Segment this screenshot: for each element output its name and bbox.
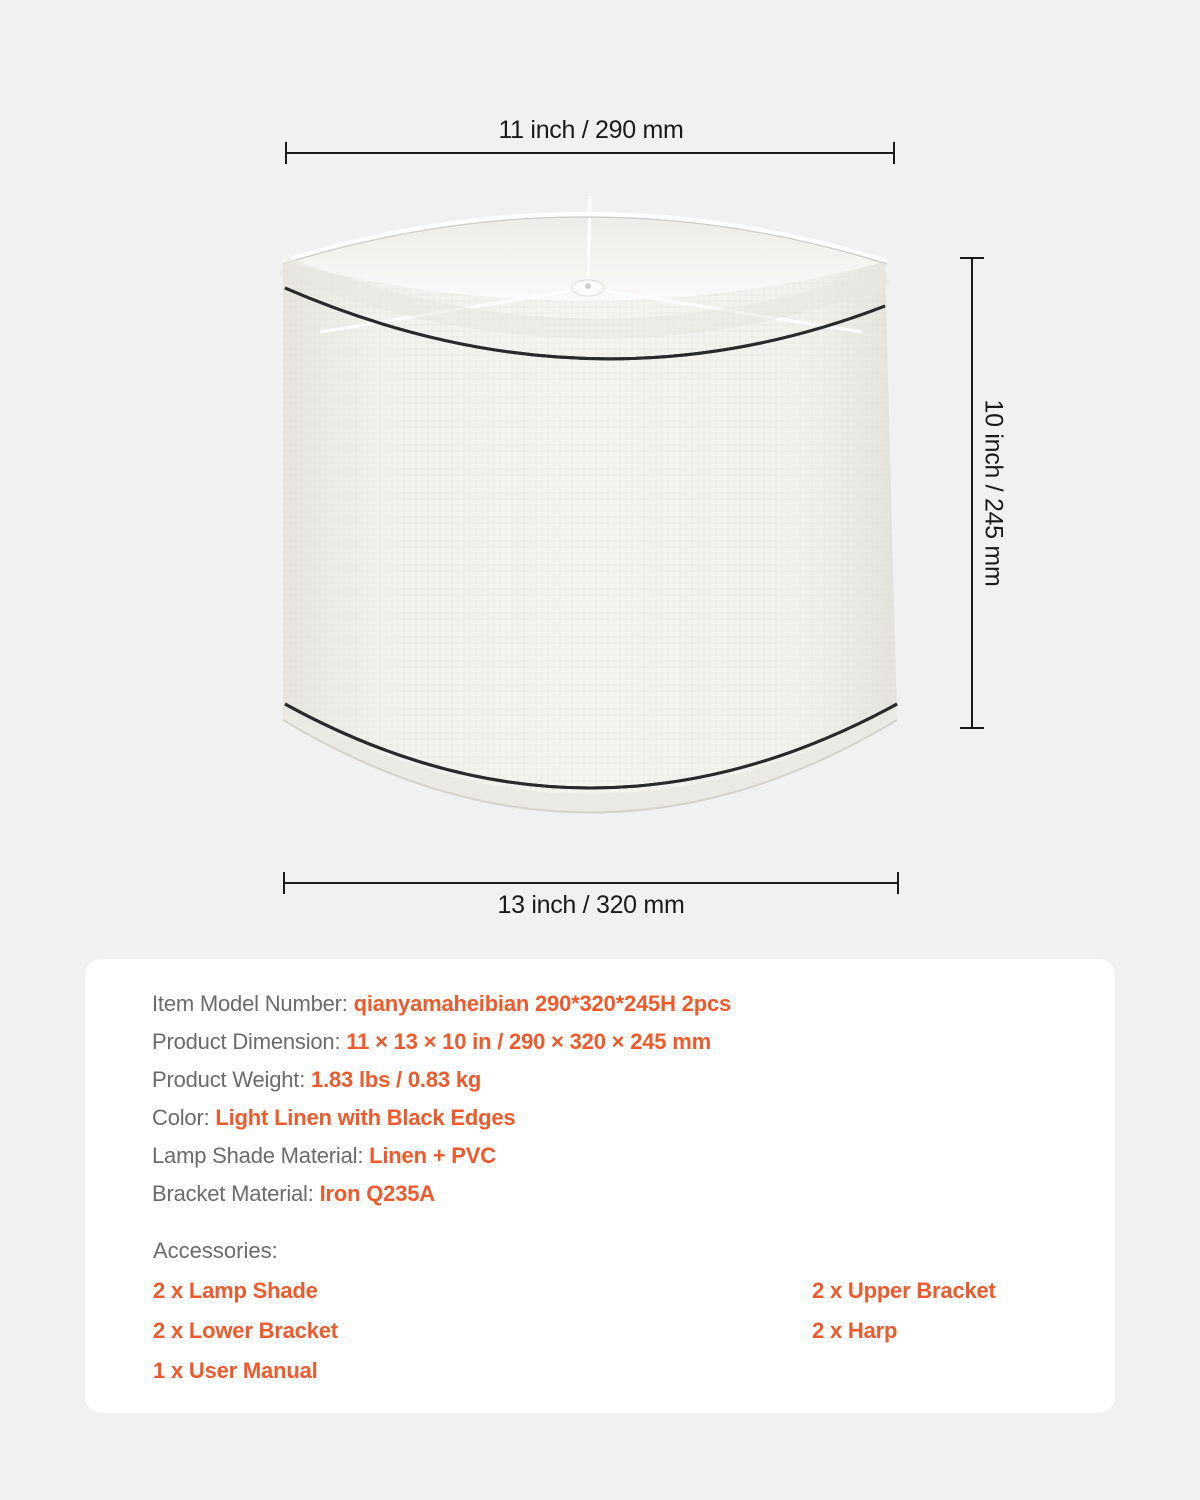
spec-label: Product Dimension: bbox=[152, 1029, 347, 1054]
height-label: 10 inch / 245 mm bbox=[979, 399, 1008, 587]
spec-value: Light Linen with Black Edges bbox=[215, 1105, 516, 1130]
accessory-item: 2 x Upper Bracket bbox=[812, 1278, 996, 1303]
spec-label: Product Weight: bbox=[152, 1067, 312, 1092]
spec-row-dimension bbox=[152, 1029, 711, 1055]
spec-value: Linen + PVC bbox=[369, 1143, 496, 1168]
spec-row-bracket-material bbox=[152, 1181, 435, 1207]
accessory-item: 1 x User Manual bbox=[153, 1358, 318, 1383]
spec-row-model bbox=[152, 991, 731, 1017]
spec-row-color bbox=[152, 1105, 515, 1131]
spec-label: Lamp Shade Material: bbox=[152, 1143, 370, 1168]
spec-label: Bracket Material: bbox=[152, 1181, 320, 1206]
accessory-item: 2 x Harp bbox=[812, 1318, 898, 1343]
spec-label: Color: bbox=[152, 1105, 216, 1130]
spec-value: 1.83 lbs / 0.83 kg bbox=[311, 1067, 482, 1092]
top-diameter-label: 11 inch / 290 mm bbox=[498, 116, 684, 144]
spec-row-shade-material bbox=[152, 1143, 496, 1169]
accessories-title: Accessories: bbox=[153, 1238, 278, 1263]
accessory-item: 2 x Lower Bracket bbox=[153, 1318, 338, 1343]
spec-value: qianyamaheibian 290*320*245H 2pcs bbox=[353, 991, 732, 1016]
specifications-card bbox=[85, 959, 1115, 1413]
spec-label: Item Model Number: bbox=[152, 991, 354, 1016]
spec-value: 11 × 13 × 10 in / 290 × 320 × 245 mm bbox=[346, 1029, 711, 1054]
bottom-diameter-label: 13 inch / 320 mm bbox=[497, 891, 685, 919]
spec-value: Iron Q235A bbox=[319, 1181, 435, 1206]
accessory-item: 2 x Lamp Shade bbox=[153, 1278, 318, 1303]
spec-row-weight bbox=[152, 1067, 481, 1093]
